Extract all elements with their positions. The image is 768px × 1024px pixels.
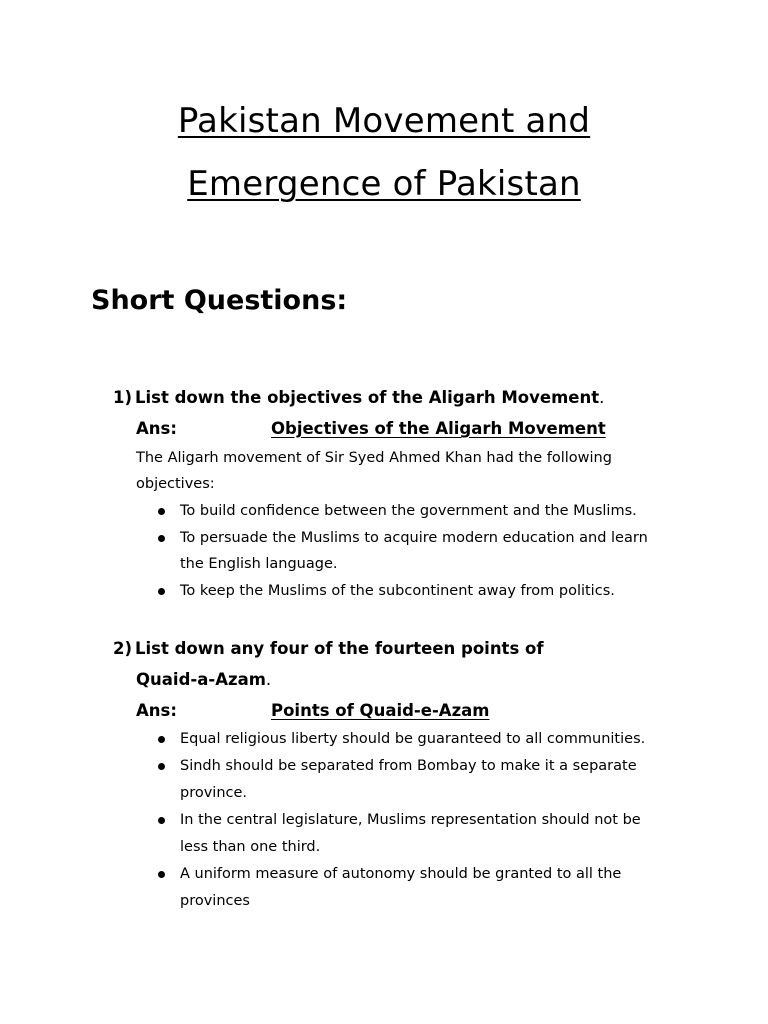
answer-1-title: Objectives of the Aligarh Movement xyxy=(271,419,606,438)
answer-1-intro-line-2: objectives: xyxy=(136,476,215,492)
answer-2-bullet-1: Equal religious liberty should be guaranteed to all communities. xyxy=(180,731,646,747)
document-title-line-1: Pakistan Movement and xyxy=(177,101,591,141)
question-1 xyxy=(113,390,673,407)
question-2-text-line-1: List down any four of the fourteen points of xyxy=(135,639,544,658)
answer-2-title: Points of Quaid-e-Azam xyxy=(271,701,490,720)
bullet-dot-icon xyxy=(158,588,165,595)
question-1-number: 1) xyxy=(113,388,133,407)
question-2-number: 2) xyxy=(113,639,133,658)
bullet-dot-icon xyxy=(158,736,165,743)
question-2-line-2 xyxy=(136,672,696,689)
answer-2-bullet-3-line-2: less than one third. xyxy=(180,839,321,855)
bullet-dot-icon xyxy=(158,871,165,878)
section-heading-short-questions: Short Questions: xyxy=(91,285,348,316)
answer-2-bullet-4-line-1: A uniform measure of autonomy should be granted to all the xyxy=(180,866,622,882)
answer-1-bullet-2-line-1: To persuade the Muslims to acquire modern education and learn xyxy=(180,530,648,546)
answer-2-bullet-2-line-1: Sindh should be separated from Bombay to make it a separate xyxy=(180,758,637,774)
question-1-text: List down the objectives of the Aligarh Movement xyxy=(135,388,600,407)
question-2-text-line-2: Quaid-a-Azam xyxy=(136,670,266,689)
answer-1-bullet-3: To keep the Muslims of the subcontinent away from politics. xyxy=(180,583,615,599)
question-2-period: . xyxy=(265,670,272,689)
question-2 xyxy=(113,641,673,658)
answer-1-intro-line-1: The Aligarh movement of Sir Syed Ahmed Khan had the following xyxy=(136,450,612,466)
answer-1-label: Ans: xyxy=(136,419,177,438)
answer-1-bullet-2-line-2: the English language. xyxy=(180,556,338,572)
bullet-dot-icon xyxy=(158,817,165,824)
answer-2-bullet-3-line-1: In the central legislature, Muslims representation should not be xyxy=(180,812,641,828)
bullet-dot-icon xyxy=(158,763,165,770)
question-1-period: . xyxy=(599,388,605,407)
bullet-dot-icon xyxy=(158,535,165,542)
bullet-dot-icon xyxy=(158,508,165,515)
answer-1-bullet-1: To build confidence between the government and the Muslims. xyxy=(180,503,637,519)
answer-2-bullet-2-line-2: province. xyxy=(180,785,248,801)
document-title-line-2: Emergence of Pakistan xyxy=(187,164,581,204)
answer-2-bullet-4-line-2: provinces xyxy=(180,893,250,909)
answer-2-label: Ans: xyxy=(136,701,177,720)
